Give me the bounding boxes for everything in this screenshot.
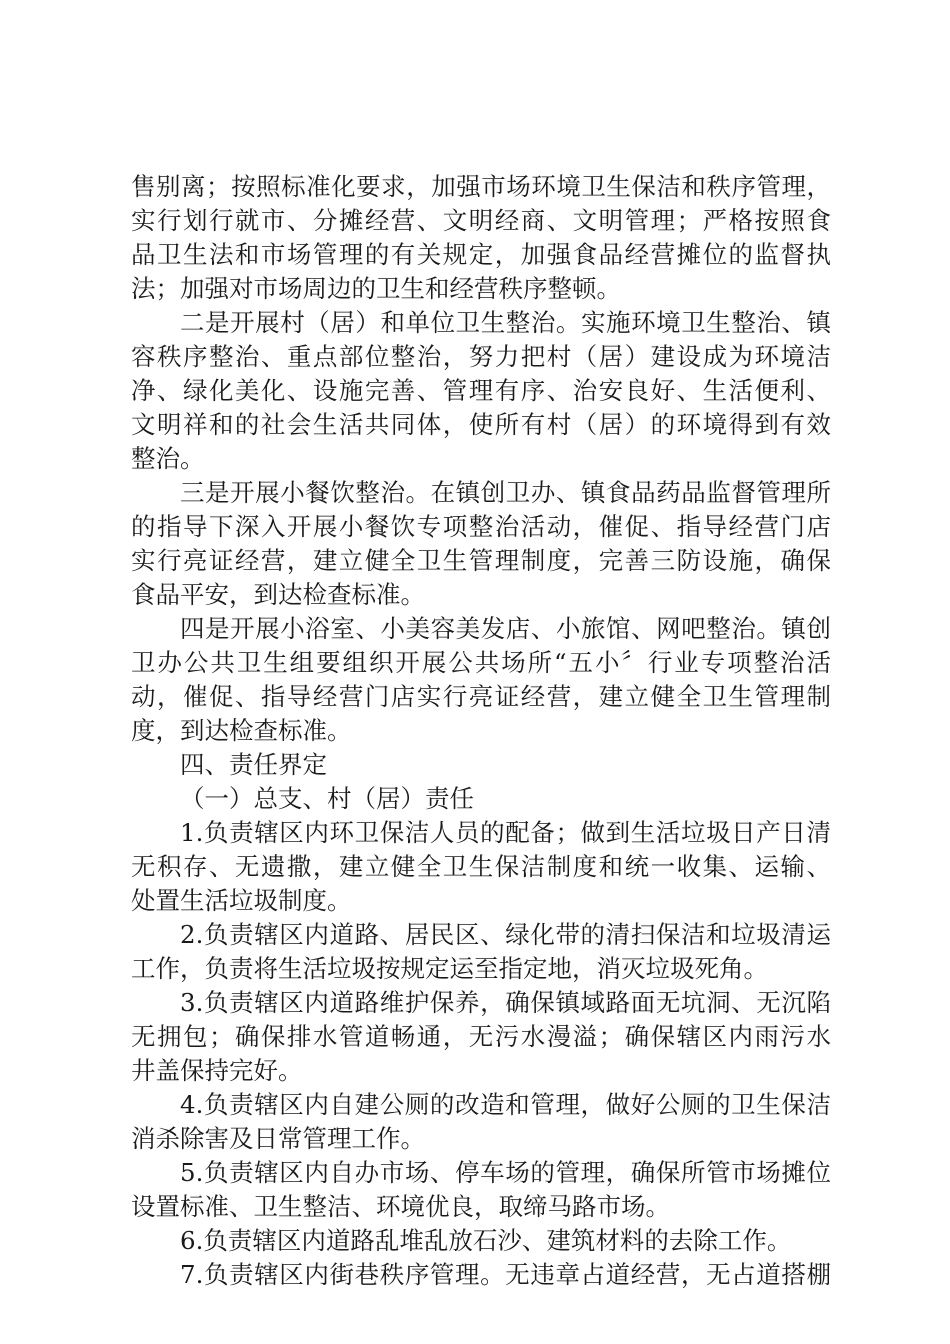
text-line: 无积存、无遗撒，建立健全卫生保洁制度和统一收集、运输、 xyxy=(131,852,831,881)
text-line: 售别离；按照标准化要求，加强市场环境卫生保洁和秩序管理， xyxy=(131,172,831,201)
text-line: 3.负责辖区内道路维护保养，确保镇域路面无坑洞、无沉陷 xyxy=(180,988,831,1017)
text-line: 处置生活垃圾制度。 xyxy=(131,886,352,915)
text-line: 7.负责辖区内街巷秩序管理。无违章占道经营，无占道搭棚 xyxy=(180,1260,831,1289)
text-line: 设置标准、卫生整洁、环境优良，取缔马路市场。 xyxy=(131,1192,670,1221)
text-line: 二是开展村（居）和单位卫生整治。实施环境卫生整治、镇 xyxy=(180,308,831,337)
text-line: 动，催促、指导经营门店实行亮证经营，建立健全卫生管理制 xyxy=(131,682,831,711)
text-line: 5.负责辖区内自办市场、停车场的管理，确保所管市场摊位 xyxy=(180,1158,831,1187)
text-line: 的指导下深入开展小餐饮专项整治活动，催促、指导经营门店 xyxy=(131,512,831,541)
text-line: 无拥包；确保排水管道畅通，无污水漫溢；确保辖区内雨污水 xyxy=(131,1022,831,1051)
text-line: 工作，负责将生活垃圾按规定运至指定地，消灭垃圾死角。 xyxy=(131,954,768,983)
text-line: 法；加强对市场周边的卫生和经营秩序整顿。 xyxy=(131,274,621,303)
text-line: 四是开展小浴室、小美容美发店、小旅馆、网吧整治。镇创 xyxy=(180,614,831,643)
text-line: 净、绿化美化、设施完善、管理有序、治安良好、生活便利、 xyxy=(131,376,831,405)
text-line: 4.负责辖区内自建公厕的改造和管理，做好公厕的卫生保洁 xyxy=(180,1090,831,1119)
text-line: 消杀除害及日常管理工作。 xyxy=(131,1124,425,1153)
text-line: 文明祥和的社会生活共同体，使所有村（居）的环境得到有效 xyxy=(131,410,831,439)
text-line: 1.负责辖区内环卫保洁人员的配备；做到生活垃圾日产日清 xyxy=(180,818,831,847)
text-line: 品卫生法和市场管理的有关规定，加强食品经营摊位的监督执 xyxy=(131,240,831,269)
text-line: 容秩序整治、重点部位整治，努力把村（居）建设成为环境洁 xyxy=(131,342,831,371)
subsection-heading: （一）总支、村（居）责任 xyxy=(180,784,474,813)
section-heading: 四、责任界定 xyxy=(180,750,327,779)
text-line: 井盖保持完好。 xyxy=(131,1056,303,1085)
text-line: 2.负责辖区内道路、居民区、绿化带的清扫保洁和垃圾清运 xyxy=(180,920,831,949)
text-line: 实行亮证经营，建立健全卫生管理制度，完善三防设施，确保 xyxy=(131,546,831,575)
text-line: 卫办公共卫生组要组织开展公共场所“五小〞行业专项整治活 xyxy=(131,648,831,677)
text-line: 食品平安，到达检查标准。 xyxy=(131,580,425,609)
text-line: 实行划行就市、分摊经营、文明经商、文明管理；严格按照食 xyxy=(131,206,831,235)
text-line: 6.负责辖区内道路乱堆乱放石沙、建筑材料的去除工作。 xyxy=(180,1226,792,1255)
text-line: 度，到达检查标准。 xyxy=(131,716,352,745)
text-line: 整治。 xyxy=(131,444,205,473)
text-line: 三是开展小餐饮整治。在镇创卫办、镇食品药品监督管理所 xyxy=(180,478,831,507)
document-body xyxy=(131,170,831,1292)
